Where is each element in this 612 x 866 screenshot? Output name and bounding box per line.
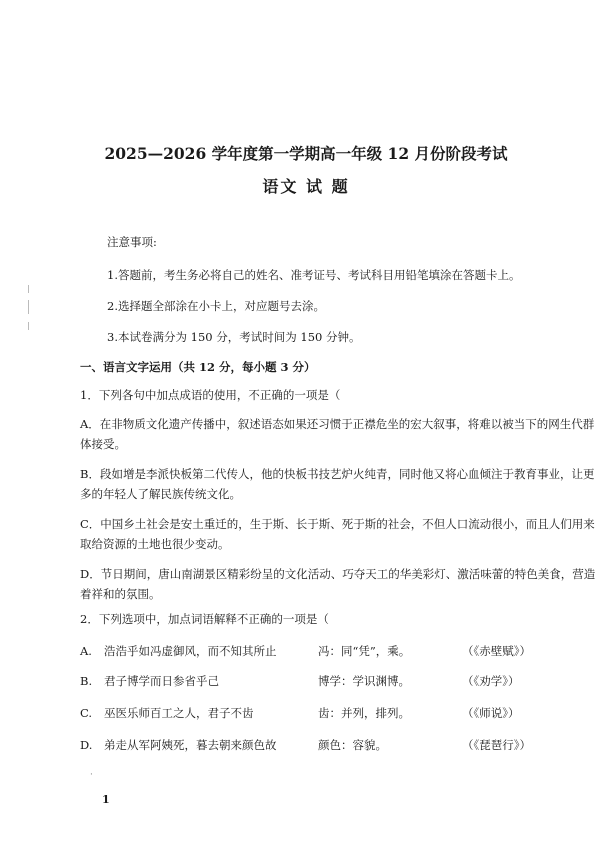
option-gloss: 冯：同“凭”，乘。 xyxy=(318,644,411,658)
margin-mark xyxy=(28,322,29,330)
question-stem: 2．下列选项中，加点词语解释不正确的一项是（ xyxy=(80,612,329,626)
section-heading: 一、语言文字运用（共 12 分，每小题 3 分） xyxy=(80,360,316,374)
scan-speck: · xyxy=(90,770,93,780)
notice-item: 1.答题前，考生务必将自己的姓名、准考证号、考试科目用铅笔填涂在答题卡上。 xyxy=(107,268,521,282)
question-option: B．段如增是李派快板第二代传人，他的快板书技艺炉火纯青，同时他又将心血倾注于教育事业，让更多的年轻人了解民族传统文化。 xyxy=(80,467,595,501)
option-gloss: 颜色：容貌。 xyxy=(318,738,387,752)
option-gloss: 齿：并列，排列。 xyxy=(318,706,410,720)
notice-item: 3.本试卷满分为 150 分，考试时间为 150 分钟。 xyxy=(107,330,361,344)
exam-subtitle: 语文 试 题 xyxy=(262,177,350,196)
question-stem: 1．下列各句中加点成语的使用，不正确的一项是（ xyxy=(80,388,341,402)
question-option: C．中国乡土社会是安土重迁的，生于斯、长于斯、死于斯的社会，不但人口流动很小，而且人们用来取给资源的土地也很少变动。 xyxy=(80,517,595,551)
margin-mark xyxy=(28,300,29,314)
notice-heading: 注意事项: xyxy=(107,235,157,249)
option-letter: D. xyxy=(80,738,93,752)
option-letter: C. xyxy=(80,706,93,720)
option-sentence: 君子博学而日参省乎己 xyxy=(104,674,219,688)
option-source: （《赤壁赋》） xyxy=(462,644,531,658)
margin-mark xyxy=(28,285,29,293)
option-source: （《劝学》） xyxy=(462,674,520,688)
option-letter: B. xyxy=(80,674,93,688)
option-sentence: 巫医乐师百工之人，君子不齿 xyxy=(104,706,254,720)
question-option: A．在非物质文化遗产传播中，叙述语态如果还习惯于正襟危坐的宏大叙事，将难以被当下的网生代群体接受。 xyxy=(80,417,595,451)
option-sentence: 浩浩乎如冯虚御风，而不知其所止 xyxy=(104,644,277,658)
option-letter: A. xyxy=(80,644,92,658)
option-source: （《琵琶行》） xyxy=(462,738,531,752)
option-gloss: 博学：学识渊博。 xyxy=(318,674,410,688)
question-option: D．节日期间，唐山南湖景区精彩纷呈的文化活动、巧夺天工的华美彩灯、激活味蕾的特色美食，营造着祥和的氛围。 xyxy=(80,567,596,601)
exam-title: 2025—2026 学年度第一学期高一年级 12 月份阶段考试 xyxy=(104,144,508,163)
notice-item: 2.选择题全部涂在小卡上，对应题号去涂。 xyxy=(107,299,325,313)
option-sentence: 弟走从军阿姨死，暮去朝来颜色故 xyxy=(104,738,277,752)
page-number: 1 xyxy=(102,793,110,806)
option-source: （《师说》） xyxy=(462,706,520,720)
